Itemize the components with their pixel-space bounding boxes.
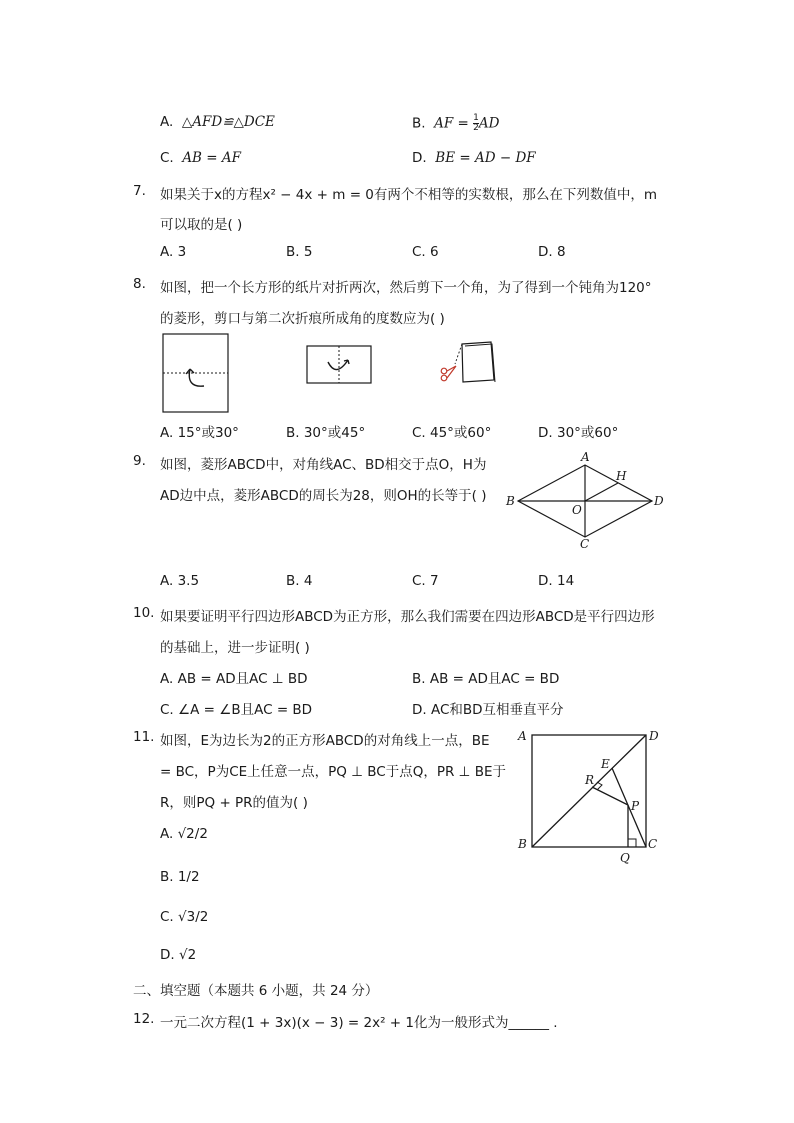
q9-option-b: B. 4 [286,573,313,589]
q11-label-a: A [518,729,527,743]
q11-option-a: A. √2/2 [160,826,208,842]
q12-stem: 一元二次方程(1 + 3x)(x − 3) = 2x² + 1化为一般形式为______ . [160,1015,558,1031]
q11-label-b: B [518,837,527,851]
q11-square-figure [510,726,670,866]
q10-option-d: D. AC和BD互相垂直平分 [412,702,564,718]
q11-label-q: Q [620,851,630,865]
q7-stem-line1: 如果关于x的方程x² − 4x + m = 0有两个不相等的实数根，那么在下列数值中，m [160,187,658,203]
q10-stem-line2: 的基础上，进一步证明( ) [160,640,310,656]
q11-label-c: C [648,837,658,851]
q10-number: 10. [133,605,155,621]
q9-label-c: C [580,537,590,550]
q8-stem-line1: 如图，把一个长方形的纸片对折两次，然后剪下一个角，为了得到一个钝角为120° [160,280,652,296]
q8-option-a: A. 15°或30° [160,425,239,441]
q6-option-c: C. AB = AF [160,150,242,166]
q7-number: 7. [133,183,146,199]
q11-option-d: D. √2 [160,947,197,963]
q9-option-a: A. 3.5 [160,573,200,589]
q10-option-a: A. AB = AD且AC ⊥ BD [160,671,308,687]
q10-option-c: C. ∠A = ∠B且AC = BD [160,702,313,718]
q10-stem-line1: 如果要证明平行四边形ABCD为正方形，那么我们需要在四边形ABCD是平行四边形 [160,609,655,625]
q9-label-h: H [616,469,627,483]
q6-option-b: B. AF = $\frac{1}{2}$ AD [412,113,500,133]
q11-option-b: B. 1/2 [160,869,200,885]
q9-label-o: O [572,503,582,517]
q7-option-b: B. 5 [286,244,313,260]
q9-rhombus-figure [500,450,670,550]
q8-number: 8. [133,276,146,292]
q11-number: 11. [133,729,155,745]
q11-stem-line3: R，则PQ + PR的值为( ) [160,795,308,811]
q7-stem-line2: 可以取的是( ) [160,217,243,233]
q8-stem-line2: 的菱形，剪口与第二次折痕所成角的度数应为( ) [160,311,445,327]
q11-label-d: D [649,729,659,743]
q9-option-c: C. 7 [412,573,439,589]
q7-option-d: D. 8 [538,244,566,260]
q9-number: 9. [133,453,146,469]
q7-option-a: A. 3 [160,244,187,260]
q9-stem-line2: AD边中点，菱形ABCD的周长为28，则OH的长等于( ) [160,488,487,504]
q7-option-c: C. 6 [412,244,439,260]
q10-option-b: B. AB = AD且AC = BD [412,671,560,687]
q8-option-c: C. 45°或60° [412,425,492,441]
q8-option-d: D. 30°或60° [538,425,619,441]
q6-option-d: D. BE = AD − DF [412,150,536,166]
q11-stem-line1: 如图，E为边长为2的正方形ABCD的对角线上一点，BE [160,733,490,749]
section2-title: 二、填空题（本题共 6 小题，共 24 分） [133,983,379,999]
q9-label-b: B [506,494,515,508]
q8-option-b: B. 30°或45° [286,425,366,441]
q11-label-e: E [601,757,610,771]
q9-stem-line1: 如图，菱形ABCD中，对角线AC、BD相交于点O，H为 [160,457,487,473]
q12-number: 12. [133,1011,155,1027]
q9-option-d: D. 14 [538,573,575,589]
q9-label-a: A [581,450,590,464]
q11-option-c: C. √3/2 [160,909,209,925]
q11-label-r: R [585,773,595,787]
q8-folding-figures [160,330,520,418]
q11-label-p: P [631,799,640,813]
q9-label-d: D [654,494,664,508]
q11-stem-line2: = BC，P为CE上任意一点，PQ ⊥ BC于点Q，PR ⊥ BE于 [160,764,506,780]
q6-option-a: A. △AFD≌△DCE [160,114,275,130]
